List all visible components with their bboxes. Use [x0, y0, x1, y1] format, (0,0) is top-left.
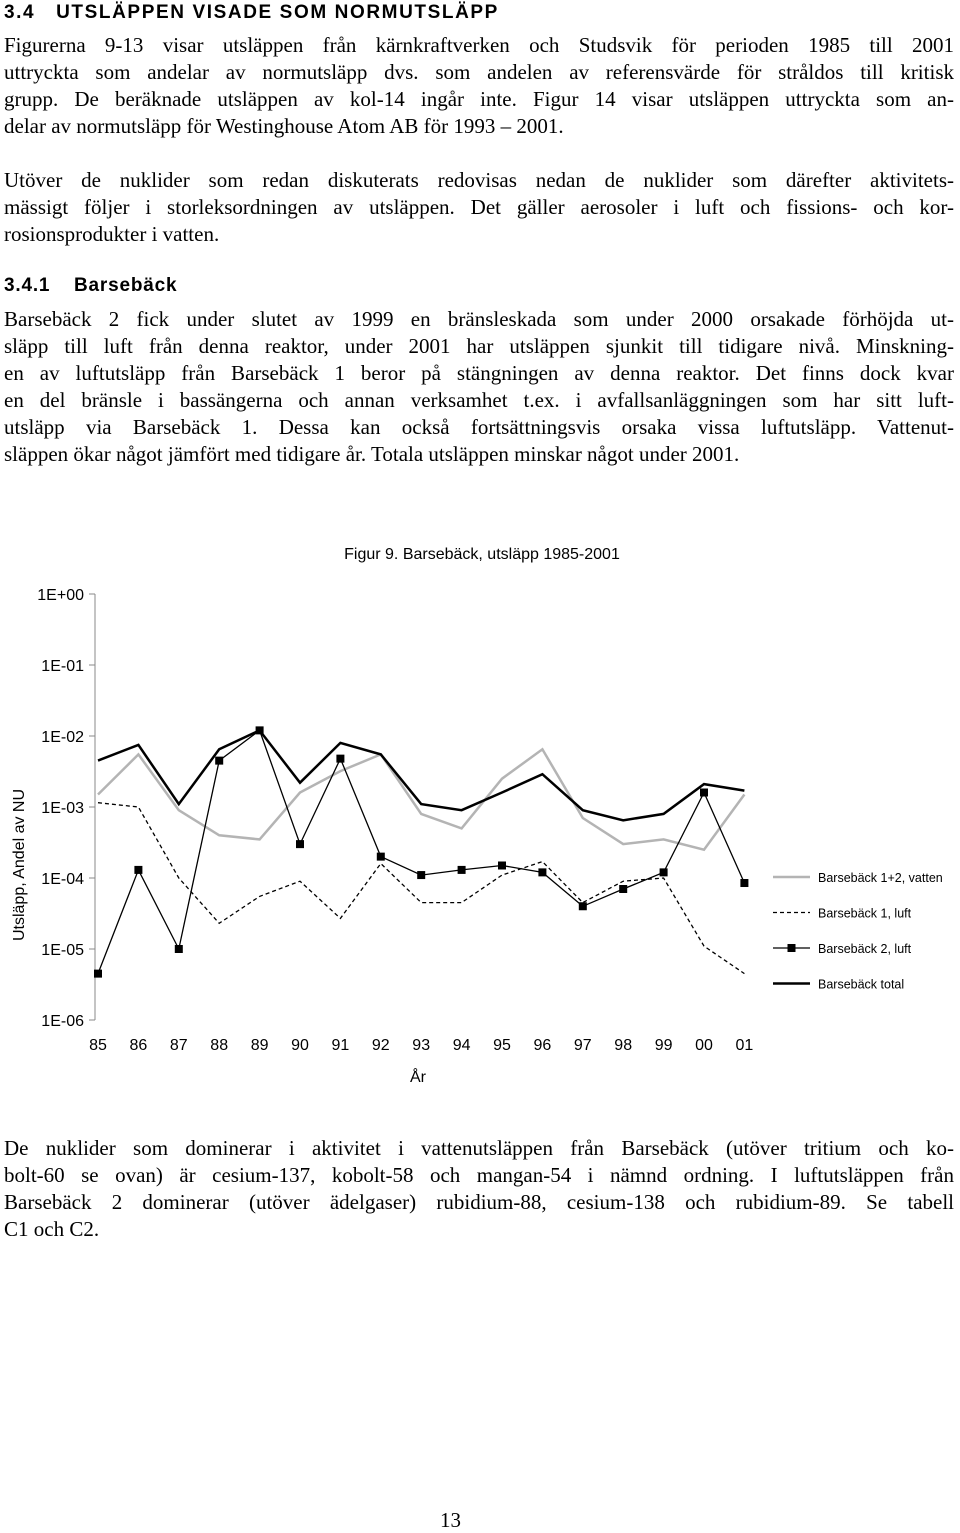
data-point-marker [377, 853, 385, 861]
legend-label: Barsebäck 2, luft [818, 942, 912, 956]
chart-series [94, 726, 748, 977]
data-point-marker [498, 861, 506, 869]
series-line [98, 803, 744, 974]
data-point-marker [296, 840, 304, 848]
text-line: Barsebäck 2 fick under slutet av 1999 en bränsleskada som under 2000 orsakade förhöjda ut- [4, 307, 954, 331]
figure-9 [0, 530, 960, 1090]
legend-label: Barsebäck 1+2, vatten [818, 871, 943, 885]
text-line: släppen ökar något jämfört med tidigare år. Totala utsläppen minskar något under 2001. [4, 442, 740, 466]
data-point-marker [579, 902, 587, 910]
data-point-marker [134, 866, 142, 874]
x-tick-label: 95 [493, 1037, 511, 1054]
data-point-marker [417, 871, 425, 879]
x-tick-label: 88 [210, 1037, 229, 1054]
chart-title: Figur 9. Barsebäck, utsläpp 1985-2001 [344, 546, 620, 563]
x-tick-label: 94 [452, 1037, 471, 1054]
legend-label: Barsebäck total [818, 977, 905, 992]
data-point-marker [458, 866, 466, 874]
y-tick-label: 1E-01 [41, 658, 84, 675]
text-line: rosionsprodukter i vatten. [4, 222, 220, 246]
x-tick-label: 87 [169, 1037, 188, 1054]
y-tick-label: 1E+00 [37, 587, 84, 604]
data-point-marker [215, 757, 223, 765]
legend-label: Barsebäck 1, luft [818, 906, 912, 921]
x-tick-label: 00 [695, 1037, 713, 1054]
y-tick-label: 1E-03 [41, 800, 84, 817]
paragraph-dominant-nuclides [4, 1135, 954, 1243]
series-line [98, 749, 744, 849]
data-point-marker [700, 789, 708, 797]
data-point-marker [94, 970, 102, 978]
text-line: en del bränsle i bassängerna och annan verksamhet t.ex. i avfallsanläggningen som har sitt luft- [4, 388, 954, 412]
page-number: 13 [440, 1508, 461, 1532]
x-tick-label: 93 [412, 1037, 431, 1054]
y-tick-label: 1E-06 [41, 1013, 84, 1030]
x-tick-label: 99 [654, 1037, 673, 1054]
x-tick-label: 85 [89, 1037, 107, 1054]
legend-marker [788, 944, 796, 952]
text-line: Utöver de nuklider som redan diskuterats redovisas nedan de nuklider som därefter aktivitets- [4, 168, 954, 192]
text-line: C1 och C2. [4, 1217, 100, 1241]
text-line: Barsebäck 2 dominerar (utöver ädelgaser) rubidium-88, cesium-138 och rubidium-89. Se tabell [4, 1190, 954, 1214]
x-tick-label: 86 [129, 1037, 148, 1054]
text-line: uttryckta som andelar av normutsläpp dvs. som andelen av referensvärde för stråldos till kritisk [4, 60, 954, 84]
text-line: Figurerna 9-13 visar utsläppen från kärnkraftverken och Studsvik för perioden 1985 till 2001 [4, 33, 954, 57]
section-heading [4, 2, 499, 24]
text-line: delar av normutsläpp för Westinghouse Atom AB för 1993 – 2001. [4, 114, 564, 138]
text-line: grupp. De beräknade utsläppen av kol-14 ingår inte. Figur 14 visar utsläppen uttryckta som an- [4, 87, 954, 111]
text-line: släpp till luft från denna reaktor, under 2001 har utsläppen sjunkit till tidigare nivå. Minskning- [4, 334, 954, 358]
y-axis-label: Utsläpp, Andel av NU [11, 788, 28, 942]
section-title: UTSLÄPPEN VISADE SOM NORMUTSLÄPP [56, 2, 499, 23]
x-tick-label: 91 [331, 1037, 350, 1054]
figure-9-chart [0, 530, 960, 1090]
y-tick-label: 1E-02 [41, 729, 84, 746]
data-point-marker [175, 945, 183, 953]
x-tick-label: 98 [614, 1037, 633, 1054]
text-line: De nuklider som dominerar i aktivitet i vattenutsläppen från Barsebäck (utöver tritium och ko- [4, 1136, 954, 1160]
subsection-title: Barsebäck [74, 275, 178, 296]
x-tick-label: 92 [371, 1037, 390, 1054]
x-tick-label: 89 [250, 1037, 269, 1054]
paragraph-barseback [4, 306, 954, 468]
x-tick-label: 01 [735, 1037, 754, 1054]
data-point-marker [336, 755, 344, 763]
subsection-number: 3.4.1 [4, 275, 51, 296]
chart-legend [763, 859, 960, 1001]
data-point-marker [740, 879, 748, 887]
series-line [98, 730, 744, 973]
paragraph-nuclides [4, 167, 954, 248]
y-tick-label: 1E-04 [41, 871, 84, 888]
series-line [98, 730, 744, 820]
chart-axes [37, 587, 753, 1054]
text-line: mässigt följer i storleksordningen av utsläppen. Det gäller aerosoler i luft och fissions- och kor- [4, 195, 954, 219]
data-point-marker [619, 885, 627, 893]
text-line: utsläpp via Barsebäck 1. Dessa kan också fortsättningsvis orsaka vissa luftutsläpp. Vattenut- [4, 415, 954, 439]
data-point-marker [660, 868, 668, 876]
section-number: 3.4 [4, 2, 36, 23]
paragraph-intro [4, 32, 954, 140]
y-tick-label: 1E-05 [41, 942, 84, 959]
x-tick-label: 90 [291, 1037, 309, 1054]
x-tick-label: 97 [573, 1037, 592, 1054]
subsection-heading [4, 275, 177, 297]
x-axis-label: År [410, 1069, 426, 1086]
text-line: bolt-60 se ovan) är cesium-137, kobolt-58 och mangan-54 i nämnd ordning. I luftutsläppen från [4, 1163, 954, 1187]
text-line: en av luftutsläpp från Barsebäck 1 beror på stängningen av denna reaktor. Det finns dock kvar [4, 361, 954, 385]
x-tick-label: 96 [533, 1037, 552, 1054]
data-point-marker [538, 868, 546, 876]
